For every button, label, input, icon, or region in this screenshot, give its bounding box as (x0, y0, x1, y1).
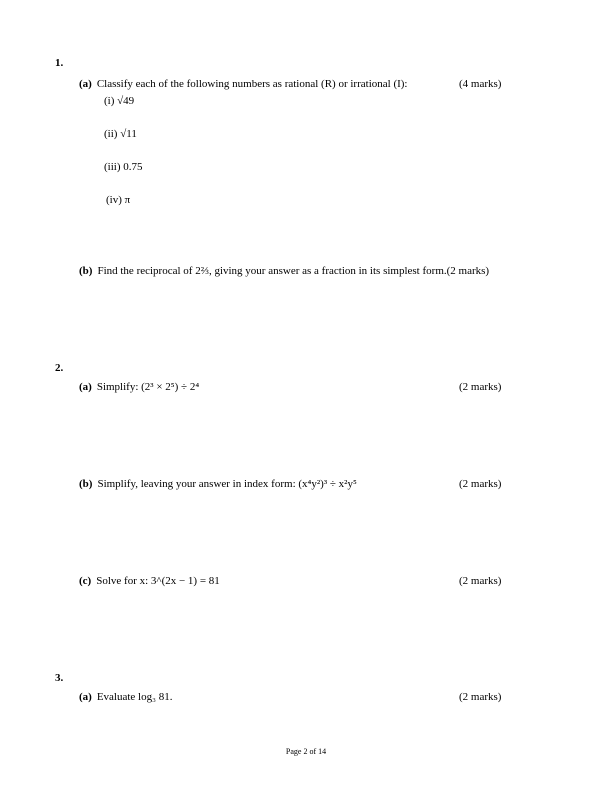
q3a-marks: (2 marks) (459, 691, 502, 703)
q2b (79, 479, 357, 490)
q1a-label: (a) (79, 78, 92, 90)
q1a-item-ii: (ii) √11 (104, 128, 137, 140)
q2a-marks: (2 marks) (459, 381, 502, 393)
q1a-item-iii: (iii) 0.75 (104, 161, 143, 173)
q2b-marks: (2 marks) (459, 478, 502, 490)
q1a (79, 79, 408, 90)
q1a-item-iv: (iv) π (106, 194, 131, 206)
q2c-text: Solve for x: 3^(2x − 1) = 81 (96, 575, 220, 587)
page-number: Page 2 of 14 (285, 747, 327, 756)
q3a-label: (a) (79, 691, 92, 703)
question-1-number: 1. (55, 57, 64, 69)
q2c-label: (c) (79, 575, 92, 587)
q1b-label: (b) (79, 265, 93, 277)
q2c-marks: (2 marks) (459, 575, 502, 587)
q2b-text: Simplify, leaving your answer in index form: (x⁴y²)³ ÷ x²y⁵ (97, 478, 357, 490)
q1a-text: Classify each of the following numbers as rational (R) or irrational (I): (96, 78, 408, 90)
q2a-text: Simplify: (2³ × 2⁵) ÷ 2⁴ (96, 381, 200, 393)
q1a-marks: (4 marks) (459, 78, 502, 90)
q3a-text: Evaluate log₃ 81. (96, 691, 173, 703)
question-3-number: 3. (55, 672, 64, 684)
question-2-number: 2. (55, 362, 64, 374)
q1a-item-i: (i) √49 (104, 95, 135, 107)
q2a (79, 382, 199, 393)
q2b-label: (b) (79, 478, 93, 490)
q2a-label: (a) (79, 381, 92, 393)
q2c (79, 576, 220, 587)
q3a (79, 692, 172, 703)
q1b-text: Find the reciprocal of 2⅔, giving your answer as a fraction in its simplest form.(2 marks) (97, 265, 490, 277)
q1b (79, 266, 489, 277)
